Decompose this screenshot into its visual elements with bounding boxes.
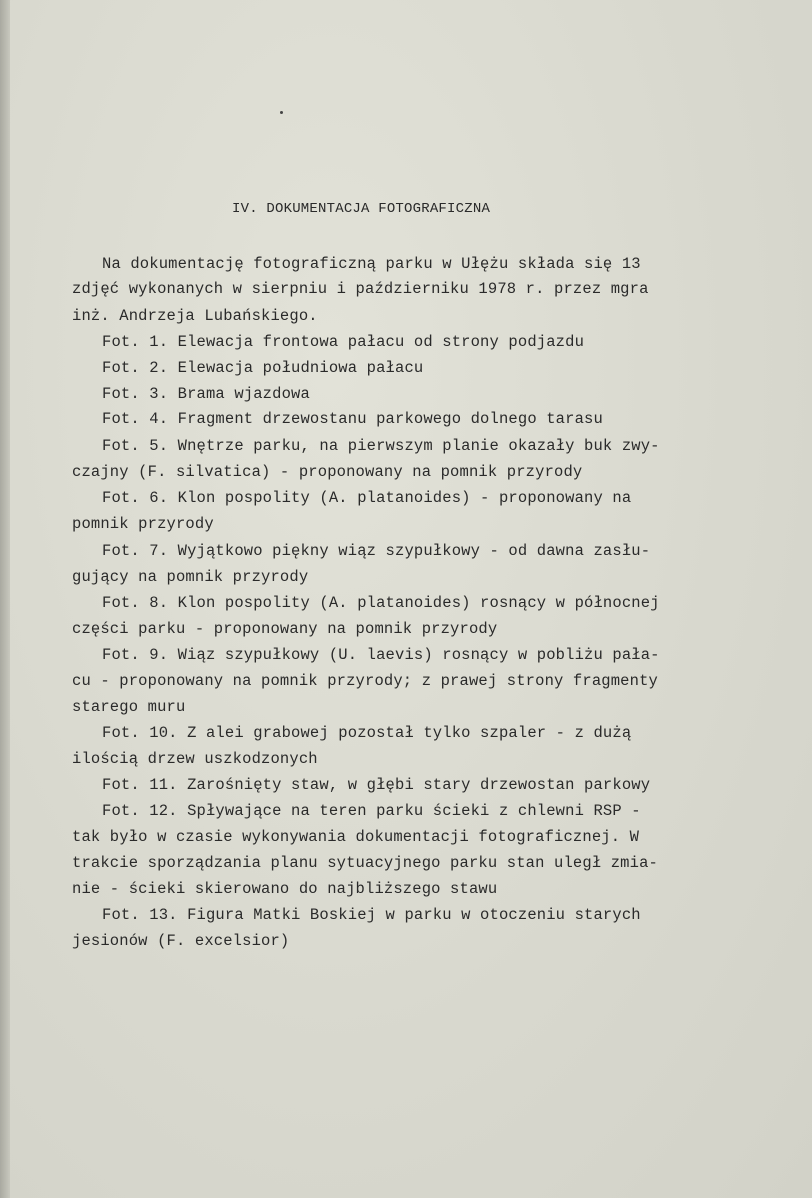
- photo-entry-continuation: części parku - proponowany na pomnik przyrody: [72, 620, 498, 638]
- photo-entry: Fot. 3. Brama wjazdowa: [102, 385, 310, 403]
- photo-entry-continuation: gujący na pomnik przyrody: [72, 568, 309, 586]
- paragraph-line: inż. Andrzeja Lubańskiego.: [72, 307, 318, 325]
- photo-entry-continuation: pomnik przyrody: [72, 515, 214, 533]
- paragraph-line: zdjęć wykonanych w sierpniu i październiku 1978 r. przez mgra: [72, 280, 649, 298]
- photo-entry-continuation: jesionów (F. excelsior): [72, 932, 290, 950]
- photo-entry: Fot. 8. Klon pospolity (A. platanoides) rosnący w północnej: [102, 594, 660, 612]
- photo-entry-continuation: ilością drzew uszkodzonych: [72, 750, 318, 768]
- photo-entry-continuation: starego muru: [72, 698, 186, 716]
- photo-entry: Fot. 13. Figura Matki Boskiej w parku w otoczeniu starych: [102, 906, 641, 924]
- ink-speck: [280, 111, 283, 114]
- photo-entry: Fot. 9. Wiąz szypułkowy (U. laevis) rosnący w pobliżu pała-: [102, 646, 660, 664]
- paragraph-line: Na dokumentację fotograficzną parku w Ułężu składa się 13: [102, 255, 641, 273]
- document-page: [10, 0, 812, 1198]
- photo-entry: Fot. 6. Klon pospolity (A. platanoides) - proponowany na: [102, 489, 632, 507]
- photo-entry: Fot. 5. Wnętrze parku, na pierwszym planie okazały buk zwy-: [102, 437, 660, 455]
- document-title: IV. DOKUMENTACJA FOTOGRAFICZNA: [232, 201, 491, 217]
- photo-entry: Fot. 2. Elewacja południowa pałacu: [102, 359, 424, 377]
- photo-entry: Fot. 11. Zarośnięty staw, w głębi stary drzewostan parkowy: [102, 776, 651, 794]
- photo-entry: Fot. 1. Elewacja frontowa pałacu od strony podjazdu: [102, 333, 585, 351]
- page-binding-edge: [0, 0, 10, 1198]
- photo-entry: Fot. 7. Wyjątkowo piękny wiąz szypułkowy - od dawna zasłu-: [102, 542, 651, 560]
- photo-entry-continuation: tak było w czasie wykonywania dokumentacji fotograficznej. W: [72, 828, 640, 846]
- photo-entry-continuation: czajny (F. silvatica) - proponowany na pomnik przyrody: [72, 463, 583, 481]
- photo-entry-continuation: trakcie sporządzania planu sytuacyjnego parku stan uległ zmia-: [72, 854, 658, 872]
- photo-entry: Fot. 10. Z alei grabowej pozostał tylko szpaler - z dużą: [102, 724, 632, 742]
- photo-entry-continuation: nie - ścieki skierowano do najbliższego stawu: [72, 880, 498, 898]
- photo-entry: Fot. 4. Fragment drzewostanu parkowego dolnego tarasu: [102, 410, 603, 428]
- photo-entry-continuation: cu - proponowany na pomnik przyrody; z prawej strony fragmenty: [72, 672, 658, 690]
- photo-entry: Fot. 12. Spływające na teren parku ścieki z chlewni RSP -: [102, 802, 641, 820]
